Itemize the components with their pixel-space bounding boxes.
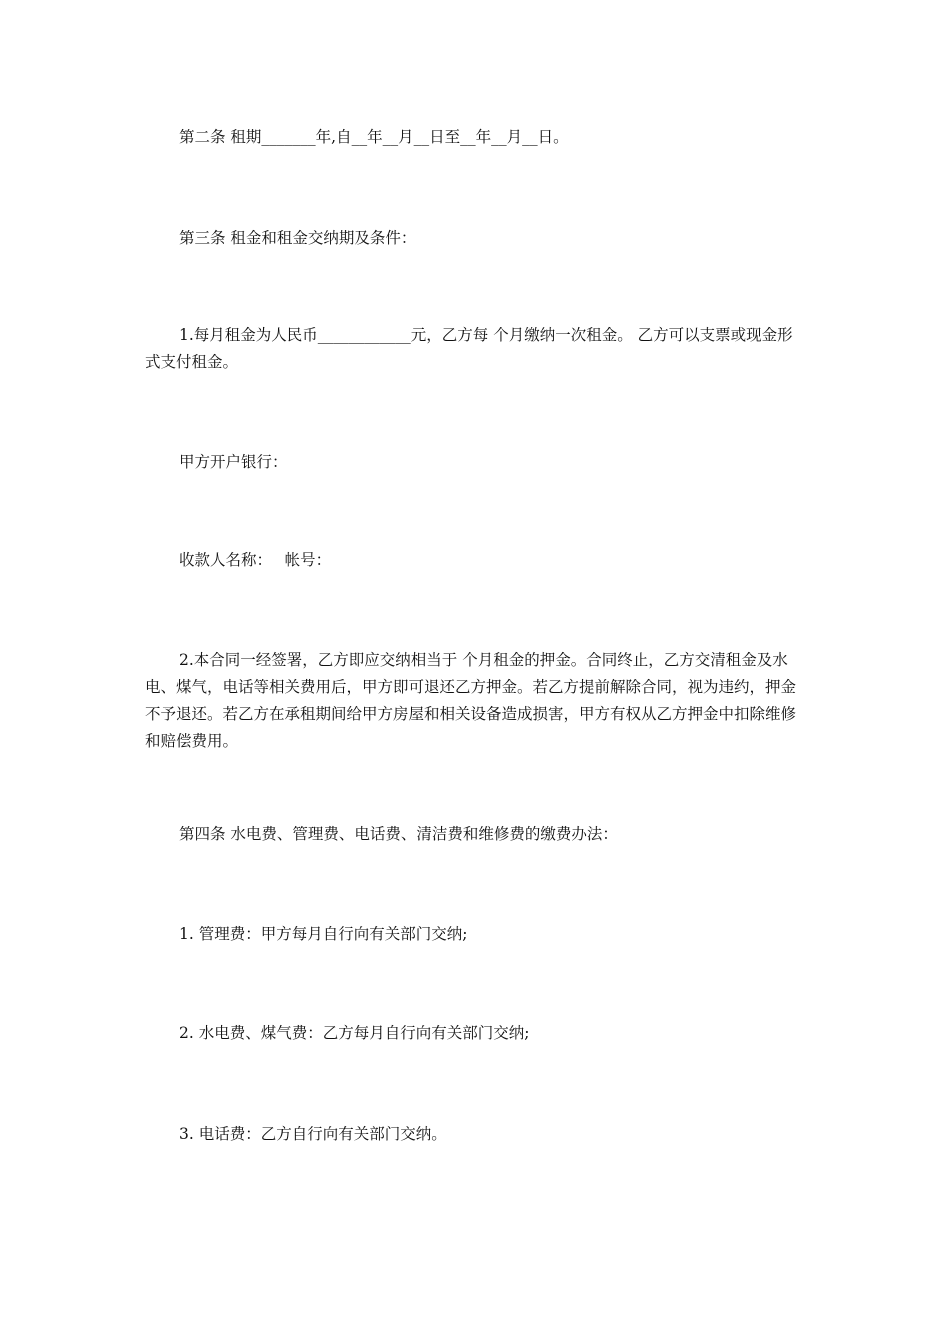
monthly-rent-clause: 1.每月租金为人民币____________元，乙方每 个月缴纳一次租金。 乙方可以支票或现金形式支付租金。: [145, 326, 793, 371]
article-3-heading: 第三条 租金和租金交纳期及条件：: [179, 229, 417, 247]
management-fee-item: 1. 管理费：甲方每月自行向有关部门交纳;: [179, 925, 468, 943]
phone-fee-item: 3. 电话费：乙方自行向有关部门交纳。: [179, 1125, 447, 1143]
article-4-heading: 第四条 水电费、管理费、电话费、清洁费和维修费的缴费办法：: [179, 825, 618, 843]
utilities-fee-item: 2. 水电费、煤气费：乙方每月自行向有关部门交纳;: [179, 1024, 530, 1042]
deposit-clause: 2.本合同一经签署，乙方即应交纳相当于 个月租金的押金。合同终止，乙方交清租金及水电、煤气，电话等相关费用后，甲方即可退还乙方押金。若乙方提前解除合同，视为违约，押金不予退还。若乙方在承租期间给甲方房屋和相关设备造成损害，甲方有权从乙方押金中扣除维修和赔偿费用。: [145, 651, 797, 750]
payee-account-line: 收款人名称： 帐号：: [179, 551, 332, 569]
article-2-lease-term: 第二条 租期_______年,自__年__月__日至__年__月__日。: [179, 128, 569, 146]
bank-account-line: 甲方开户银行：: [179, 453, 288, 471]
